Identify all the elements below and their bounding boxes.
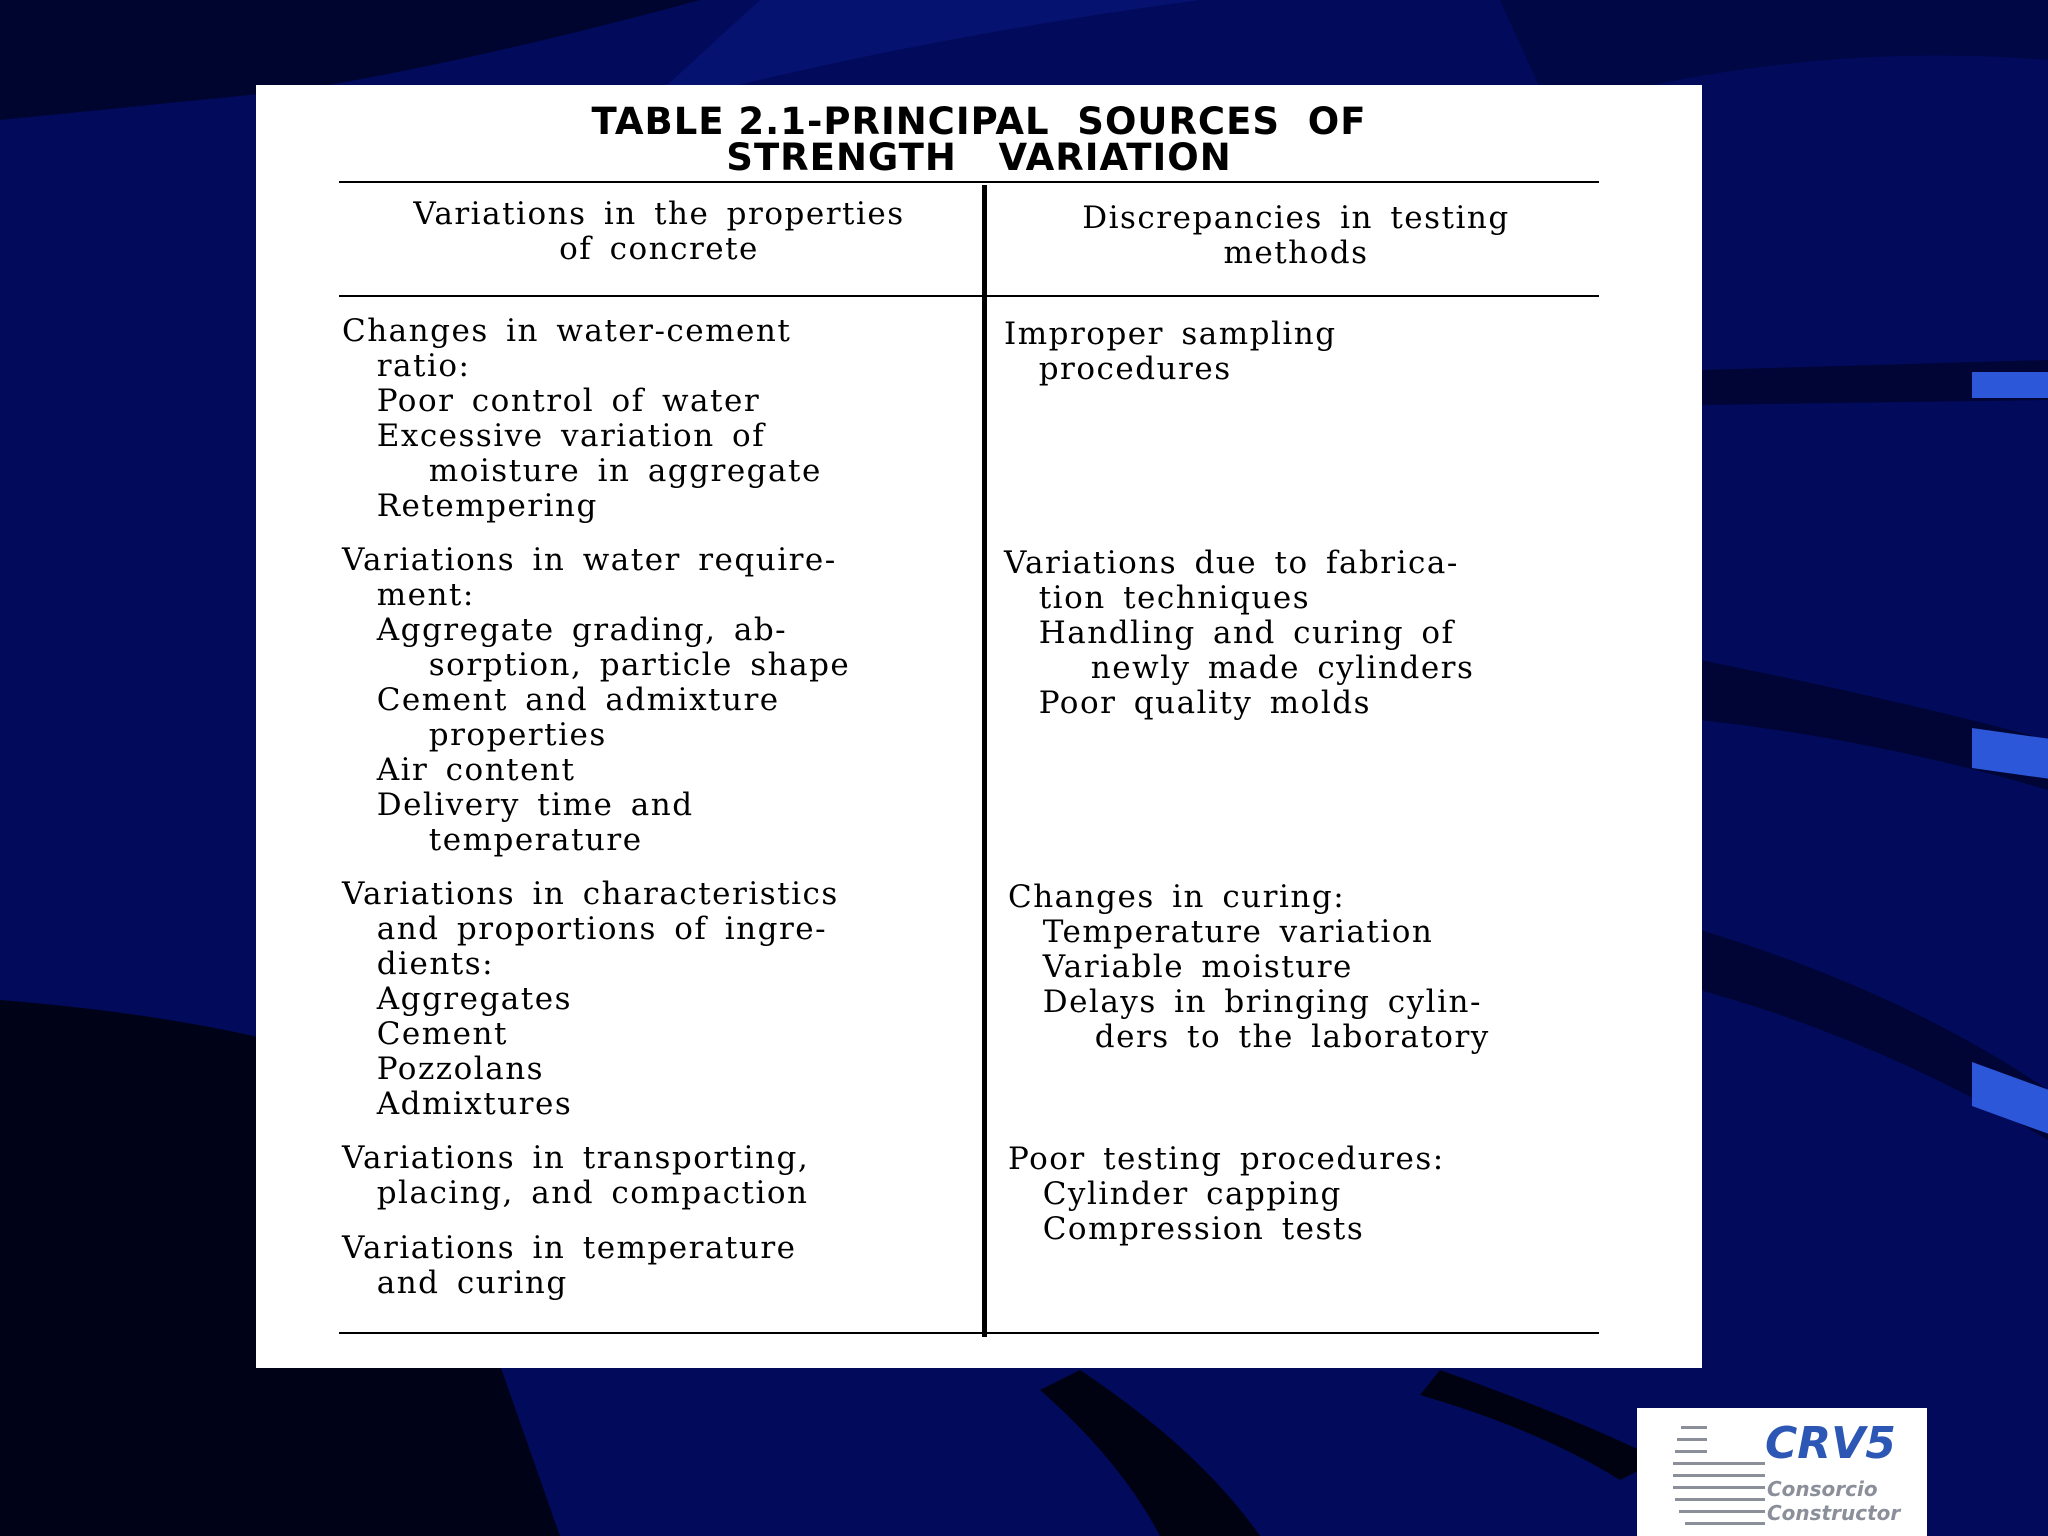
column-divider bbox=[982, 185, 987, 1337]
table-title-line1: TABLE 2.1-PRINCIPAL SOURCES OF bbox=[591, 100, 1367, 143]
column-header-left: Variations in the properties of concrete bbox=[413, 196, 905, 267]
bottom-rule bbox=[339, 1332, 1599, 1334]
logo-name: CRV5 bbox=[1765, 1418, 1896, 1469]
company-logo bbox=[1637, 1408, 1927, 1536]
logo-line1: Consorcio bbox=[1767, 1477, 1878, 1501]
left-cell-temperature: Variations in temperature and curing bbox=[342, 1230, 797, 1301]
left-cell-water-cement: Changes in water-cement ratio: Poor control of water Excessive variation of moisture in aggregate Retempering bbox=[342, 313, 822, 524]
right-cell-testing: Poor testing procedures: Cylinder capping Compression tests bbox=[1008, 1141, 1445, 1247]
top-rule bbox=[339, 181, 1599, 183]
column-header-right: Discrepancies in testing methods bbox=[1082, 200, 1510, 271]
left-cell-transporting: Variations in transporting, placing, and compaction bbox=[342, 1140, 810, 1211]
table-title-line2: STRENGTH VARIATION bbox=[726, 136, 1232, 179]
left-cell-ingredients: Variations in characteristics and proportions of ingre- dients: Aggregates Cement Pozzolans Admixtures bbox=[342, 876, 839, 1122]
right-cell-fabrication: Variations due to fabrica- tion techniques Handling and curing of newly made cylinders Poor quality molds bbox=[1004, 545, 1475, 721]
table-panel bbox=[256, 85, 1702, 1368]
logo-stripes-icon bbox=[1673, 1426, 1765, 1530]
right-cell-curing: Changes in curing: Temperature variation Variable moisture Delays in bringing cylin- ders to the laboratory bbox=[1008, 879, 1490, 1055]
right-cell-sampling: Improper sampling procedures bbox=[1004, 316, 1337, 387]
header-rule bbox=[339, 295, 1599, 297]
logo-line2: Constructor bbox=[1767, 1501, 1901, 1525]
left-cell-water-requirement: Variations in water require- ment: Aggregate grading, ab- sorption, particle shape Cement and admixture properties Air content Delivery time and temperature bbox=[342, 542, 851, 858]
